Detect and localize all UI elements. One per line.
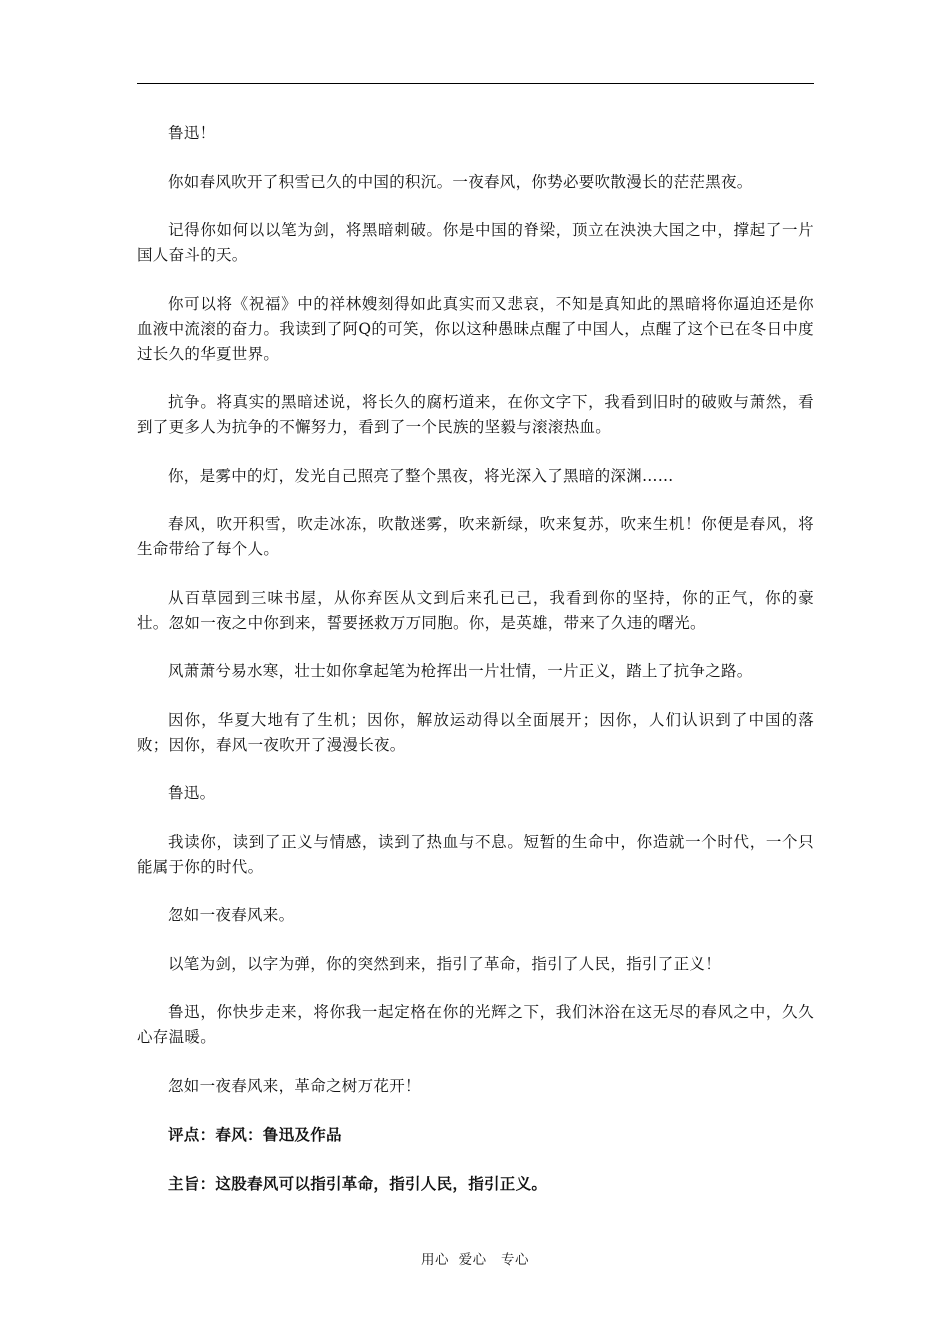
paragraph-9: 风萧萧兮易水寒，壮士如你拿起笔为枪挥出一片壮情，一片正义，踏上了抗争之路。 [168, 662, 753, 680]
paragraph-11: 鲁迅。 [168, 784, 216, 802]
paragraph-10: 因你，华夏大地有了生机；因你，解放运动得以全面展开；因你，人们认识到了中国的落败；因你，春风一夜吹开了漫漫长夜。 [137, 710, 814, 754]
page-footer: 用心 爱心 专心 [421, 1252, 529, 1268]
paragraph-3: 记得你如何以以笔为剑，将黑暗刺破。你是中国的脊梁，顶立在泱泱大国之中，撑起了一片国人奋斗的天。 [137, 221, 814, 264]
review-theme: 主旨：这股春风可以指引革命，指引人民，指引正义。 [168, 1173, 548, 1193]
paragraph-4: 你可以将《祝福》中的祥林嫂刻得如此真实而又悲哀，不知是真知此的黑暗将你逼迫还是你血液中流滚的奋力。我读到了阿Q的可笑，你以这种愚昧点醒了中国人，点醒了这个已在冬日中度过长久的华夏世界。 [137, 294, 814, 363]
paragraph-6: 你，是雾中的灯，发光自己照亮了整个黑夜，将光深入了黑暗的深渊…… [168, 466, 674, 485]
paragraph-13: 忽如一夜春风来。 [168, 906, 295, 924]
paragraph-16: 忽如一夜春风来，革命之树万花开！ [168, 1076, 421, 1095]
paragraph-5: 抗争。将真实的黑暗述说，将长久的腐朽道来，在你文字下，我看到旧时的破败与萧然，看到了更多人为抗争的不懈努力，看到了一个民族的坚毅与滚滚热血。 [137, 393, 814, 436]
header-rule [137, 83, 814, 84]
paragraph-2: 你如春风吹开了积雪已久的中国的积沉。一夜春风，你势必要吹散漫长的茫茫黑夜。 [168, 172, 753, 191]
article-body [137, 121, 814, 1219]
paragraph-15: 鲁迅，你快步走来，将你我一起定格在你的光辉之下，我们沐浴在这无尽的春风之中，久久心存温暖。 [137, 1003, 814, 1046]
paragraph-12: 我读你，读到了正义与情感，读到了热血与不息。短暂的生命中，你造就一个时代，一个只能属于你的时代。 [137, 832, 814, 876]
review-comment: 评点：春风：鲁迅及作品 [168, 1125, 342, 1144]
paragraph-1: 鲁迅！ [168, 124, 216, 142]
paragraph-8: 从百草园到三味书屋，从你弃医从文到后来孔已己，我看到你的坚持，你的正气，你的豪壮。忽如一夜之中你到来，誓要拯救万万同胞。你，是英雄，带来了久违的曙光。 [137, 588, 814, 632]
paragraph-7: 春风，吹开积雪，吹走冰冻，吹散迷雾，吹来新绿，吹来复苏，吹来生机！你便是春风，将生命带给了每个人。 [137, 515, 814, 558]
paragraph-14: 以笔为剑，以字为弹，你的突然到来，指引了革命，指引了人民，指引了正义！ [168, 954, 722, 973]
